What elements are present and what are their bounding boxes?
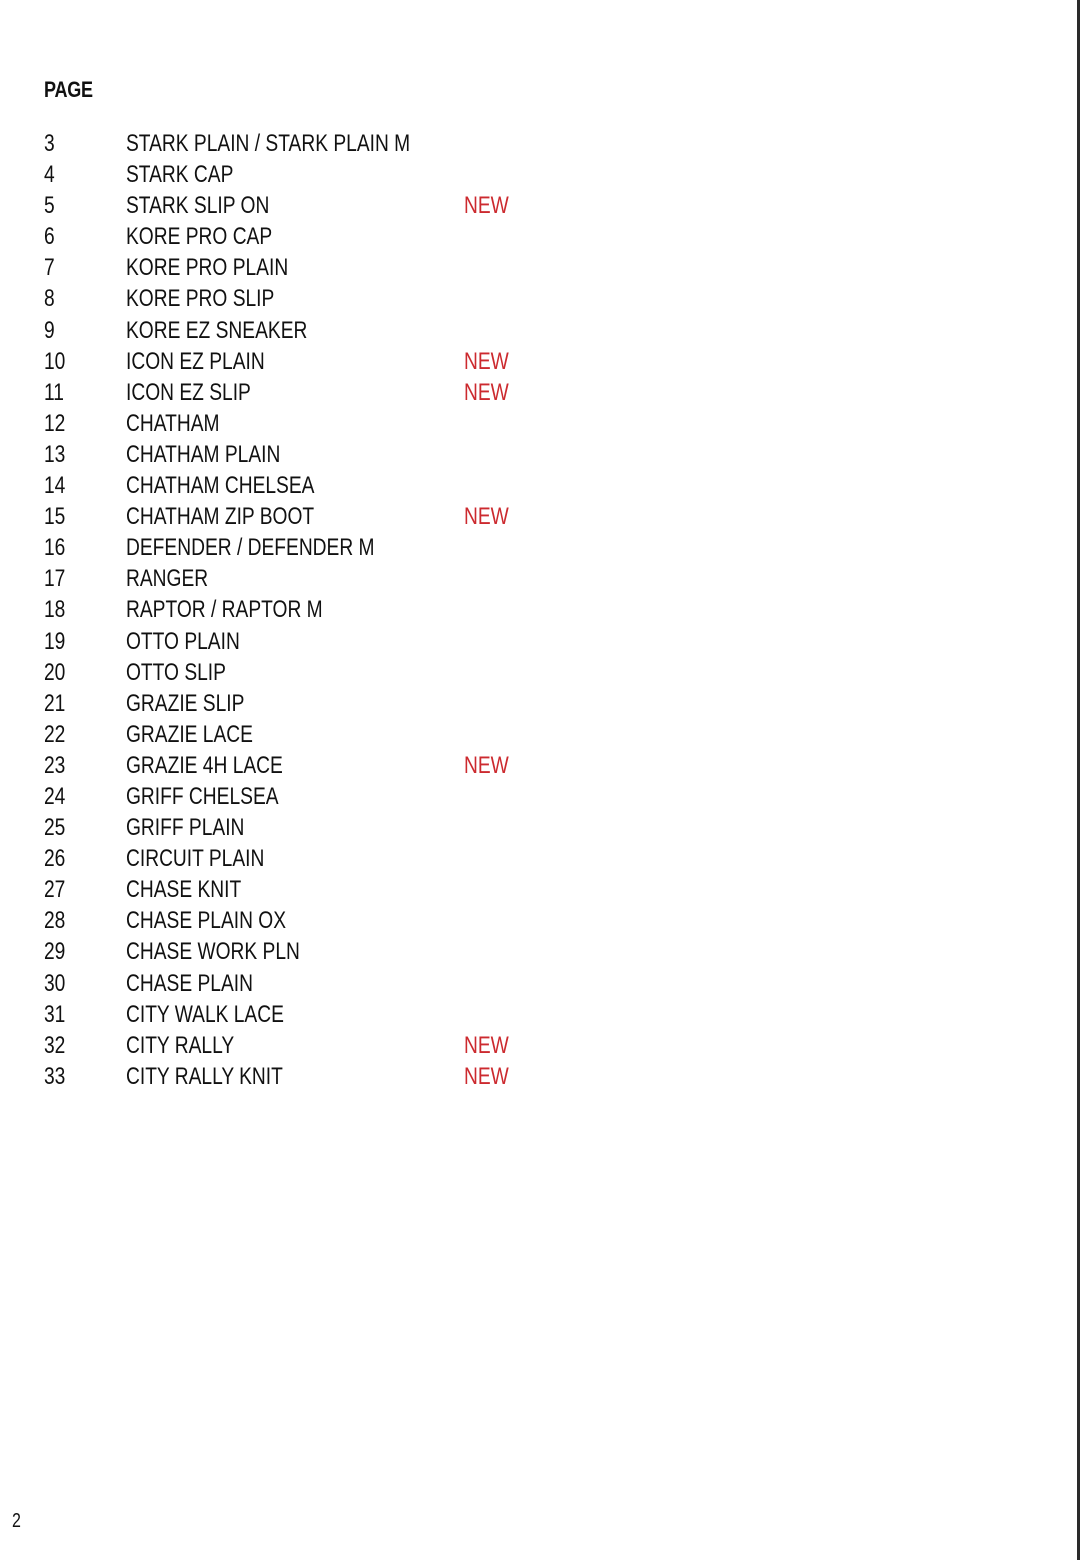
toc-entry[interactable] bbox=[44, 190, 604, 221]
toc-entry[interactable] bbox=[44, 843, 604, 874]
toc-entry-title: CIRCUIT PLAIN bbox=[126, 845, 265, 873]
toc-entry-page: 3 bbox=[44, 130, 55, 157]
toc-entry-title: STARK SLIP ON bbox=[126, 192, 270, 220]
toc-entry-title: ICON EZ PLAIN bbox=[126, 347, 265, 375]
page-number: 2 bbox=[12, 1510, 21, 1532]
toc-entry[interactable] bbox=[44, 408, 604, 439]
toc-entry-title: OTTO PLAIN bbox=[126, 627, 240, 655]
toc-entry-title: RANGER bbox=[126, 565, 209, 593]
toc-entry[interactable] bbox=[44, 159, 604, 190]
toc-entry-title: OTTO SLIP bbox=[126, 658, 226, 686]
toc-entry-page: 33 bbox=[44, 1062, 66, 1090]
toc-entry[interactable] bbox=[44, 657, 604, 688]
toc-entry-title: CHATHAM ZIP BOOT bbox=[126, 503, 315, 531]
new-badge: NEW bbox=[464, 347, 509, 375]
toc-entry-title: CITY RALLY KNIT bbox=[126, 1062, 283, 1090]
toc-entry-page: 20 bbox=[44, 658, 66, 686]
toc-entry-title: CHASE PLAIN OX bbox=[126, 907, 287, 935]
toc-entry-title: DEFENDER / DEFENDER M bbox=[126, 534, 375, 562]
toc-entry[interactable] bbox=[44, 439, 604, 470]
new-badge: NEW bbox=[464, 378, 509, 406]
toc-entry-title: ICON EZ SLIP bbox=[126, 378, 251, 406]
toc-entry-page: 24 bbox=[44, 782, 66, 810]
toc-entry-title: CHATHAM bbox=[126, 409, 220, 437]
toc-entry-title: GRAZIE LACE bbox=[126, 720, 253, 748]
toc-entry[interactable] bbox=[44, 594, 604, 625]
toc-entry-page: 31 bbox=[44, 1000, 66, 1028]
toc-entry-title: GRAZIE SLIP bbox=[126, 689, 245, 717]
toc-entry-title: KORE PRO SLIP bbox=[126, 285, 275, 313]
toc-entry-title: CITY WALK LACE bbox=[126, 1000, 284, 1028]
toc-entry[interactable] bbox=[44, 532, 604, 563]
toc-entry[interactable] bbox=[44, 346, 604, 377]
toc-entry-page: 17 bbox=[44, 565, 66, 593]
toc-entry-page: 14 bbox=[44, 472, 66, 500]
toc-entry-title: KORE EZ SNEAKER bbox=[126, 316, 308, 344]
toc-entry-page: 21 bbox=[44, 689, 66, 717]
toc-entry-page: 27 bbox=[44, 876, 66, 904]
toc-entry-page: 8 bbox=[44, 285, 55, 313]
new-badge: NEW bbox=[464, 1062, 509, 1090]
toc-entry-title: CHATHAM PLAIN bbox=[126, 440, 281, 468]
toc-entry[interactable] bbox=[44, 377, 604, 408]
toc-entry-title: GRIFF CHELSEA bbox=[126, 782, 279, 810]
toc-entry[interactable] bbox=[44, 781, 604, 812]
toc-entry[interactable] bbox=[44, 968, 604, 999]
toc-entry-title: STARK PLAIN / STARK PLAIN M bbox=[126, 130, 411, 157]
toc-entry[interactable] bbox=[44, 563, 604, 594]
toc-entry-page: 19 bbox=[44, 627, 66, 655]
toc-entry-title: CHASE WORK PLN bbox=[126, 938, 300, 966]
toc-entry[interactable] bbox=[44, 812, 604, 843]
toc-entry-title: CITY RALLY bbox=[126, 1031, 235, 1059]
toc-entry-page: 23 bbox=[44, 751, 66, 779]
toc-entry-page: 12 bbox=[44, 409, 66, 437]
toc-entry-page: 25 bbox=[44, 814, 66, 842]
toc-entry-page: 22 bbox=[44, 720, 66, 748]
toc-heading: PAGE bbox=[44, 77, 93, 102]
toc-entry[interactable] bbox=[44, 221, 604, 252]
toc-entry-title: CHASE KNIT bbox=[126, 876, 242, 904]
new-badge: NEW bbox=[464, 751, 509, 779]
new-badge: NEW bbox=[464, 192, 509, 220]
toc-entry-title: GRIFF PLAIN bbox=[126, 814, 245, 842]
toc-entry[interactable] bbox=[44, 501, 604, 532]
toc-entry[interactable] bbox=[44, 750, 604, 781]
toc-entry-page: 16 bbox=[44, 534, 66, 562]
toc-entry[interactable] bbox=[44, 283, 604, 314]
toc-entry[interactable] bbox=[44, 719, 604, 750]
toc-entry-page: 26 bbox=[44, 845, 66, 873]
toc-entry-page: 15 bbox=[44, 503, 66, 531]
toc-entry[interactable] bbox=[44, 936, 604, 967]
toc-entry[interactable] bbox=[44, 1061, 604, 1092]
toc-entry[interactable] bbox=[44, 874, 604, 905]
table-of-contents bbox=[44, 128, 604, 1092]
new-badge: NEW bbox=[464, 1031, 509, 1059]
toc-entry-page: 7 bbox=[44, 254, 55, 282]
toc-entry[interactable] bbox=[44, 688, 604, 719]
toc-entry-page: 5 bbox=[44, 192, 55, 220]
toc-entry[interactable] bbox=[44, 1030, 604, 1061]
toc-entry-title: CHATHAM CHELSEA bbox=[126, 472, 315, 500]
toc-entry-title: KORE PRO CAP bbox=[126, 223, 273, 251]
toc-entry[interactable] bbox=[44, 315, 604, 346]
toc-entry-page: 30 bbox=[44, 969, 66, 997]
toc-entry[interactable] bbox=[44, 252, 604, 283]
toc-entry[interactable] bbox=[44, 626, 604, 657]
toc-entry-page: 11 bbox=[44, 378, 64, 406]
toc-entry-page: 9 bbox=[44, 316, 55, 344]
toc-entry[interactable] bbox=[44, 999, 604, 1030]
new-badge: NEW bbox=[464, 503, 509, 531]
toc-entry-title: GRAZIE 4H LACE bbox=[126, 751, 283, 779]
toc-entry-title: RAPTOR / RAPTOR M bbox=[126, 596, 323, 624]
toc-entry-page: 6 bbox=[44, 223, 55, 251]
toc-entry[interactable] bbox=[44, 128, 604, 159]
toc-entry[interactable] bbox=[44, 470, 604, 501]
toc-entry-page: 29 bbox=[44, 938, 66, 966]
toc-entry-page: 13 bbox=[44, 440, 66, 468]
toc-entry[interactable] bbox=[44, 905, 604, 936]
toc-entry-title: KORE PRO PLAIN bbox=[126, 254, 289, 282]
toc-entry-page: 10 bbox=[44, 347, 66, 375]
toc-entry-title: STARK CAP bbox=[126, 161, 234, 189]
toc-entry-title: CHASE PLAIN bbox=[126, 969, 253, 997]
toc-entry-page: 18 bbox=[44, 596, 66, 624]
toc-entry-page: 4 bbox=[44, 161, 55, 189]
toc-entry-page: 28 bbox=[44, 907, 66, 935]
toc-entry-page: 32 bbox=[44, 1031, 66, 1059]
